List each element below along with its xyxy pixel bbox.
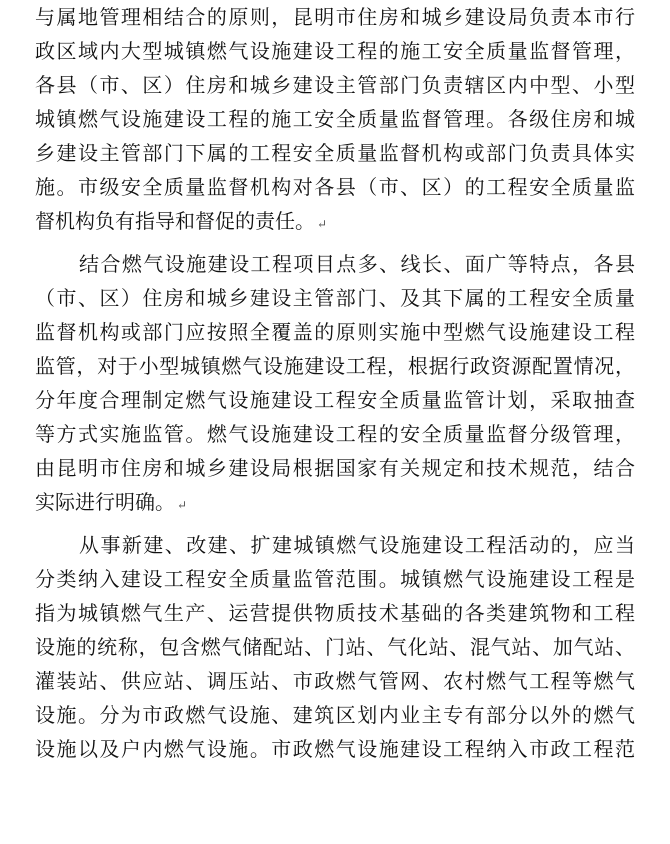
paragraph-1: [35, 0, 635, 238]
text-line: 与属地管理相结合的原则，昆明市住房和城乡建设局负责本市行: [35, 5, 635, 29]
text-line: 设施的统称，包含燃气储配站、门站、气化站、混气站、加气站、: [35, 635, 635, 659]
text-line: 等方式实施监管。燃气设施建设工程的安全质量监督分级管理，: [35, 422, 635, 446]
text-line: 由昆明市住房和城乡建设局根据国家有关规定和技术规范，结合: [35, 456, 635, 480]
text-line-content: 实际进行明确。: [35, 490, 175, 514]
text-line: 政区域内大型城镇燃气设施建设工程的施工安全质量监督管理，: [35, 39, 635, 63]
paragraph-3: [35, 528, 635, 766]
text-line-last: [35, 204, 635, 238]
text-line: 施。市级安全质量监督机构对各县（市、区）的工程安全质量监: [35, 175, 635, 199]
text-line: 城镇燃气设施建设工程的施工安全质量监督管理。各级住房和城: [35, 107, 635, 131]
paragraph-mark: ↵: [177, 498, 188, 512]
text-line: 设施。分为市政燃气设施、建筑区划内业主专有部分以外的燃气: [35, 703, 635, 727]
paragraph-2: [35, 247, 635, 519]
paragraph-gap: [35, 519, 635, 528]
text-line: 分年度合理制定燃气设施建设工程安全质量监管计划，采取抽查: [35, 388, 635, 412]
text-line: 设施以及户内燃气设施。市政燃气设施建设工程纳入市政工程范: [35, 737, 635, 761]
text-line: 乡建设主管部门下属的工程安全质量监督机构或部门负责具体实: [35, 141, 635, 165]
paragraph-gap: [35, 238, 635, 247]
text-line-first: 结合燃气设施建设工程项目点多、线长、面广等特点，各县: [79, 252, 635, 276]
text-line-first: 从事新建、改建、扩建城镇燃气设施建设工程活动的，应当: [79, 533, 635, 557]
text-line-content: 督机构负有指导和督促的责任。: [35, 209, 315, 233]
paragraph-mark: ↵: [317, 217, 328, 231]
text-line: 灌装站、供应站、调压站、市政燃气管网、农村燃气工程等燃气: [35, 669, 635, 693]
text-line: 监督机构或部门应按照全覆盖的原则实施中型燃气设施建设工程: [35, 320, 635, 344]
text-line: 各县（市、区）住房和城乡建设主管部门负责辖区内中型、小型: [35, 73, 635, 97]
document-page: [35, 0, 635, 766]
text-line: 指为城镇燃气生产、运营提供物质技术基础的各类建筑物和工程: [35, 601, 635, 625]
text-line: 分类纳入建设工程安全质量监管范围。城镇燃气设施建设工程是: [35, 567, 635, 591]
text-line-last: [35, 485, 635, 519]
text-line: 监管，对于小型城镇燃气设施建设工程，根据行政资源配置情况，: [35, 354, 635, 378]
text-line: （市、区）住房和城乡建设主管部门、及其下属的工程安全质量: [35, 286, 635, 310]
